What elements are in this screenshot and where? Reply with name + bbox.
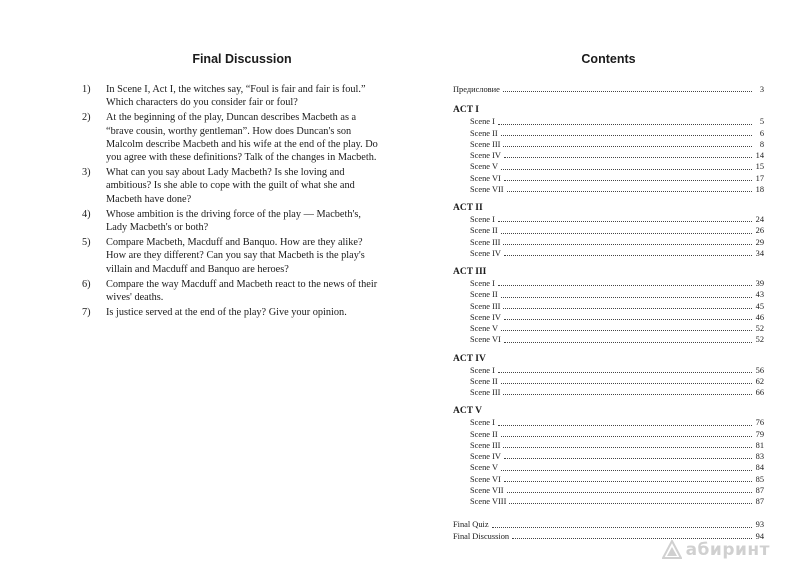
toc-page-number: 79 xyxy=(755,429,764,439)
act-section xyxy=(453,104,764,195)
question-text: Compare Macbeth, Macduff and Banquo. How are they alike? How are they different? Can you say that Macbeth is the play's villain and Macduff and Banquo are heroes? xyxy=(106,237,365,275)
act-section xyxy=(453,353,764,399)
toc-page-number: 17 xyxy=(755,173,764,183)
dot-leader xyxy=(501,435,752,437)
toc-label: Scene IV xyxy=(470,452,501,461)
question-text: What can you say about Lady Macbeth? Is she loving and ambitious? Is she able to cope with the guilt of what she and Macbeth have done? xyxy=(106,167,355,205)
toc-page-number: 85 xyxy=(755,474,764,484)
question-text: Whose ambition is the driving force of the play — Macbeth's, Lady Macbeth's or both? xyxy=(106,208,361,234)
question-number: 1) xyxy=(82,84,91,95)
toc-page-number: 76 xyxy=(755,418,764,428)
toc-label: Scene I xyxy=(470,279,495,288)
toc-label: Scene VI xyxy=(470,173,501,183)
dot-leader xyxy=(504,341,752,343)
toc-entry-scene[interactable] xyxy=(453,289,764,300)
dot-leader xyxy=(501,168,752,170)
toc-label: Scene II xyxy=(470,290,498,300)
toc-label: Scene III xyxy=(470,301,501,311)
dot-leader xyxy=(504,156,752,158)
toc-label: Scene IV xyxy=(470,248,501,258)
final-discussion-title: Final Discussion xyxy=(192,52,292,66)
toc-label: Scene I xyxy=(470,418,495,428)
question-text: Compare the way Macduff and Macbeth react to the news of their wives' deaths. xyxy=(106,278,378,304)
dot-leader xyxy=(507,491,752,493)
dot-leader xyxy=(504,480,752,482)
toc-label: Final Discussion xyxy=(453,531,510,541)
act-section xyxy=(453,202,764,259)
toc-label: Scene VIII xyxy=(470,497,507,506)
labirint-logo-icon xyxy=(662,540,682,560)
toc-label: Scene VII xyxy=(470,485,504,495)
toc-page-number: 94 xyxy=(755,531,764,541)
act-heading: ACT V xyxy=(453,406,482,417)
toc-entry-scene[interactable] xyxy=(453,429,764,440)
toc-page-number: 87 xyxy=(755,497,764,506)
question-list xyxy=(82,83,378,319)
toc-page-number: 34 xyxy=(755,248,764,258)
toc-page-number: 81 xyxy=(755,440,764,450)
toc-page-number: 43 xyxy=(755,290,764,300)
dot-leader xyxy=(501,382,752,384)
toc-entry-scene[interactable] xyxy=(453,462,764,473)
toc-entry-scene[interactable] xyxy=(453,334,764,345)
question-number: 2) xyxy=(82,112,91,124)
toc-entry-scene[interactable] xyxy=(453,139,764,150)
toc-entry-scene[interactable] xyxy=(453,214,764,225)
toc-label: Scene IV xyxy=(470,312,501,322)
dot-leader xyxy=(504,179,752,181)
toc-entry-scene[interactable] xyxy=(453,451,764,462)
toc-entry-scene[interactable] xyxy=(453,237,764,248)
question-item xyxy=(82,306,378,319)
toc-label: Scene III xyxy=(470,139,501,149)
question-item xyxy=(82,208,378,234)
toc-entry-scene[interactable] xyxy=(453,161,764,172)
toc-entry-scene[interactable] xyxy=(453,376,764,387)
toc-label: Scene IV xyxy=(470,151,501,160)
toc-page-number: 66 xyxy=(755,388,764,397)
dot-leader xyxy=(503,243,752,245)
toc-label: Scene V xyxy=(470,324,498,333)
toc-page-number: 14 xyxy=(755,151,764,160)
toc-entry-scene[interactable] xyxy=(453,184,764,195)
toc-entry-scene[interactable] xyxy=(453,225,764,236)
dot-leader xyxy=(509,502,752,504)
toc-page-number: 93 xyxy=(755,520,764,530)
toc-page-number: 15 xyxy=(755,162,764,172)
question-item xyxy=(82,278,378,304)
toc-label: Scene I xyxy=(470,365,495,375)
watermark-logo xyxy=(662,540,770,560)
act-heading: ACT I xyxy=(453,105,479,116)
dot-leader xyxy=(498,284,752,286)
toc-entry-scene[interactable] xyxy=(453,387,764,398)
dot-leader xyxy=(492,526,752,528)
toc-label: Scene VII xyxy=(470,184,504,194)
toc-entry-scene[interactable] xyxy=(453,474,764,485)
act-section xyxy=(453,405,764,507)
toc-entry-scene[interactable] xyxy=(453,323,764,334)
dot-leader xyxy=(503,145,752,147)
question-item xyxy=(82,166,378,206)
toc-page-number: 84 xyxy=(755,463,764,473)
toc-label: Scene II xyxy=(470,128,498,138)
question-number: 4) xyxy=(82,208,91,220)
dot-leader xyxy=(504,254,752,256)
toc-label: Scene V xyxy=(470,463,498,473)
dot-leader xyxy=(503,90,752,92)
question-number: 5) xyxy=(82,237,91,249)
dot-leader xyxy=(504,457,752,459)
toc-entry-scene[interactable] xyxy=(453,365,764,376)
toc-entry-scene[interactable] xyxy=(453,485,764,496)
act-heading: ACT III xyxy=(453,267,487,278)
toc-entry-scene[interactable] xyxy=(453,278,764,289)
toc-label: Предисловие xyxy=(453,85,500,94)
dot-leader xyxy=(512,537,752,539)
toc-label: Scene II xyxy=(470,376,498,386)
toc-page-number: 52 xyxy=(755,335,764,345)
dot-leader xyxy=(501,296,752,298)
question-item xyxy=(82,83,378,109)
toc-label: Scene VI xyxy=(470,335,501,345)
toc-page-number: 39 xyxy=(755,279,764,288)
toc-page-number: 8 xyxy=(759,139,764,149)
table-of-contents xyxy=(453,84,764,542)
toc-label: Final Quiz xyxy=(453,520,489,530)
toc-tail xyxy=(453,519,764,542)
toc-entry-scene[interactable] xyxy=(453,440,764,451)
question-number: 7) xyxy=(82,307,91,319)
toc-label: Scene III xyxy=(470,440,501,450)
toc-label: Scene II xyxy=(470,429,498,439)
toc-label: Scene V xyxy=(470,162,498,172)
toc-entry-scene[interactable] xyxy=(453,128,764,139)
toc-page-number: 18 xyxy=(755,184,764,194)
toc-page-number: 52 xyxy=(755,324,764,333)
toc-page-number: 3 xyxy=(759,85,764,94)
dot-leader xyxy=(501,469,752,471)
dot-leader xyxy=(501,232,752,234)
toc-entry-scene[interactable] xyxy=(453,150,764,161)
question-number: 3) xyxy=(82,167,91,179)
toc-entry-scene[interactable] xyxy=(453,301,764,312)
dot-leader xyxy=(503,446,752,448)
toc-entry-scene[interactable] xyxy=(453,173,764,184)
toc-entry-preface[interactable] xyxy=(453,84,764,95)
toc-page-number: 56 xyxy=(755,365,764,375)
question-text: Is justice served at the end of the play? Give your opinion. xyxy=(106,307,347,319)
toc-page-number: 45 xyxy=(755,301,764,311)
toc-label: Scene II xyxy=(470,226,498,236)
toc-label: Scene III xyxy=(470,388,501,397)
question-item xyxy=(82,236,378,276)
toc-page-number: 83 xyxy=(755,452,764,461)
toc-entry-scene[interactable] xyxy=(453,496,764,507)
toc-page-number: 5 xyxy=(759,117,764,127)
right-page xyxy=(400,0,800,566)
toc-page-number: 46 xyxy=(755,312,764,322)
toc-page-number: 6 xyxy=(759,128,764,138)
toc-label: Scene I xyxy=(470,117,495,127)
contents-title: Contents xyxy=(581,52,636,66)
dot-leader xyxy=(501,134,752,136)
toc-page-number: 29 xyxy=(755,237,764,247)
toc-page-number: 87 xyxy=(755,485,764,495)
toc-page-number: 62 xyxy=(755,376,764,386)
question-item xyxy=(82,111,378,164)
dot-leader xyxy=(501,329,752,331)
toc-label: Scene I xyxy=(470,215,495,224)
toc-entry-scene[interactable] xyxy=(453,417,764,428)
dot-leader xyxy=(498,220,752,222)
toc-entry-scene[interactable] xyxy=(453,116,764,127)
dot-leader xyxy=(498,424,752,426)
toc-entry-scene[interactable] xyxy=(453,248,764,259)
question-text: In Scene I, Act I, the witches say, “Foul is fair and fair is foul.” Which characters do you consider fair or foul? xyxy=(106,84,366,109)
watermark-text: абиринт xyxy=(685,540,770,560)
dot-leader xyxy=(498,371,752,373)
toc-page-number: 24 xyxy=(755,215,764,224)
toc-entry-final-quiz[interactable] xyxy=(453,519,764,530)
dot-leader xyxy=(507,190,752,192)
toc-entry-scene[interactable] xyxy=(453,312,764,323)
dot-leader xyxy=(503,307,752,309)
toc-page-number: 26 xyxy=(755,226,764,236)
act-heading: ACT IV xyxy=(453,353,486,364)
act-section xyxy=(453,266,764,346)
dot-leader xyxy=(498,123,752,125)
dot-leader xyxy=(503,393,752,395)
toc-label: Scene III xyxy=(470,237,501,247)
dot-leader xyxy=(504,318,752,320)
toc-label: Scene VI xyxy=(470,474,501,484)
act-heading: ACT II xyxy=(453,203,483,214)
question-number: 6) xyxy=(82,278,91,290)
question-text: At the beginning of the play, Duncan describes Macbeth as a “brave cousin, worthy gentleman”. How does Duncan's son Malcolm describe Macbeth and his wife at the end of the play. Do you agree with these definitions? Talk of the changes in Macbeth. xyxy=(106,112,378,164)
